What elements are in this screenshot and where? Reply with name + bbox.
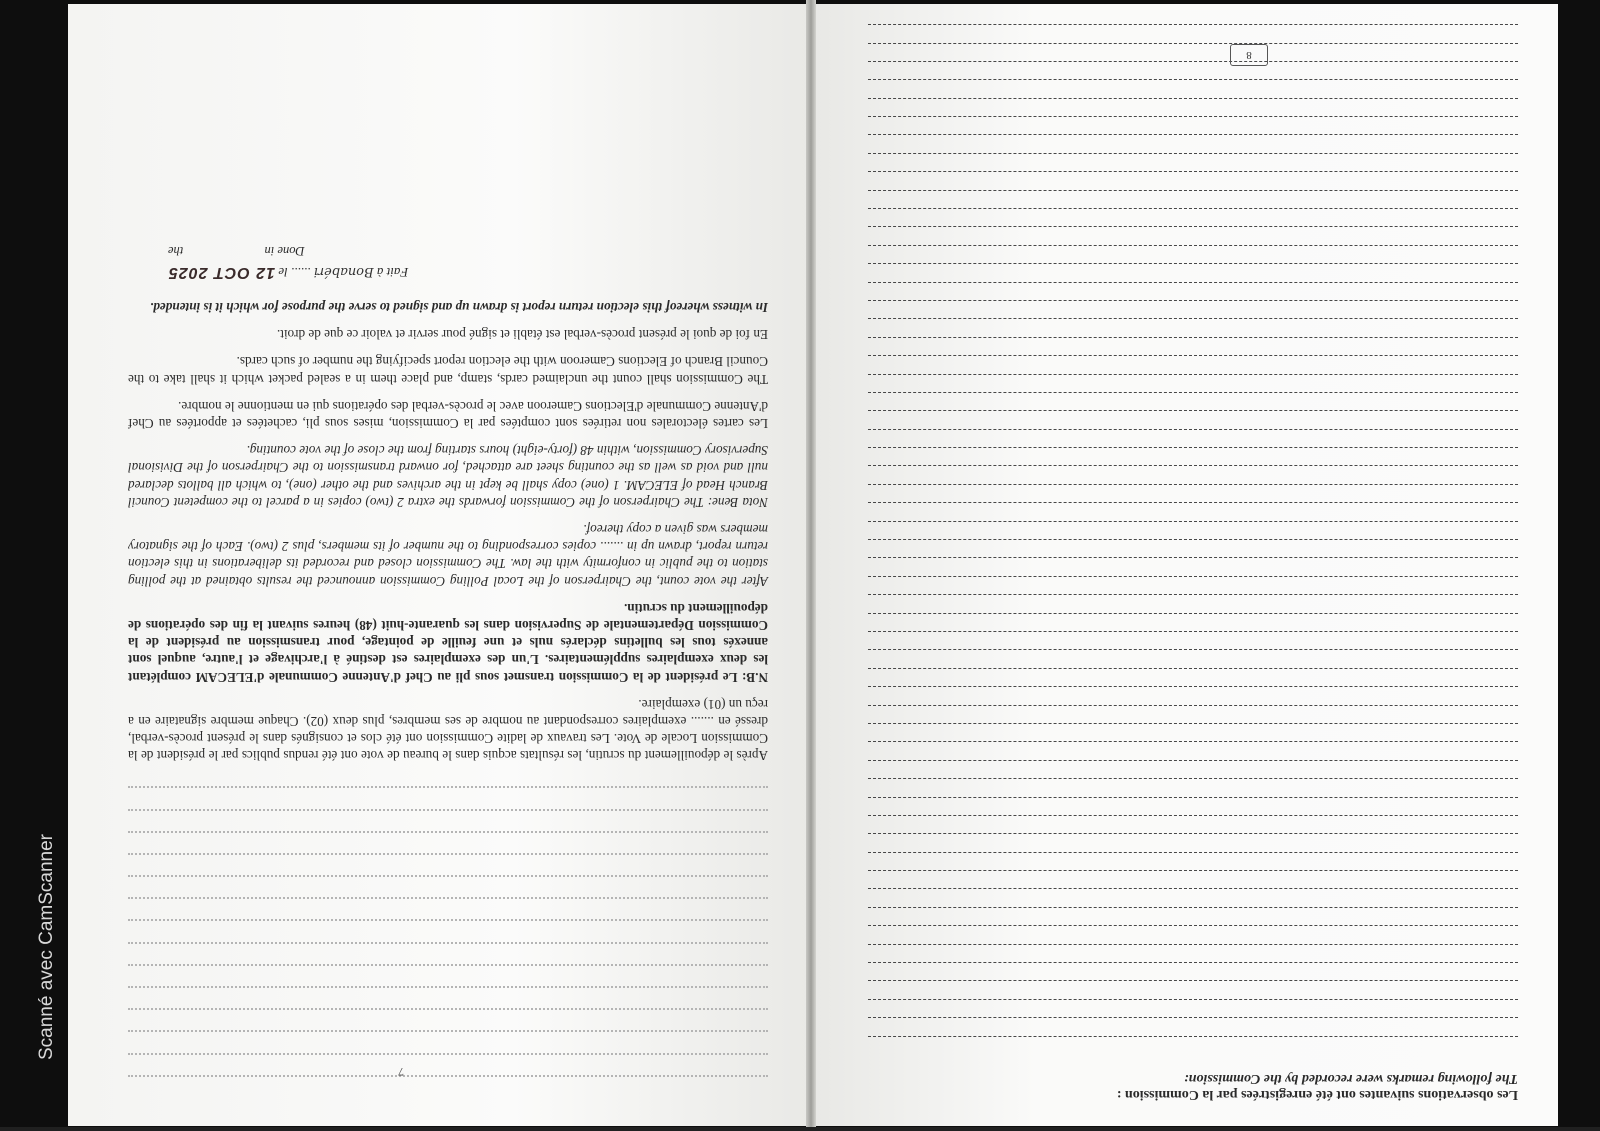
- remark-line: [868, 300, 1518, 318]
- done-in-label: Done in: [264, 244, 305, 259]
- remark-line: [868, 521, 1518, 539]
- remark-line: [868, 208, 1518, 226]
- remark-line: [868, 668, 1518, 686]
- scan-edge: [0, 1127, 1600, 1131]
- remark-line: [868, 907, 1518, 925]
- remark-line: [868, 649, 1518, 667]
- remark-line: [868, 392, 1518, 410]
- dotted-line: [128, 809, 768, 830]
- remark-line: [868, 741, 1518, 759]
- remarks-lines: [868, 24, 1518, 1054]
- remark-line: [868, 852, 1518, 870]
- dotted-line: [128, 897, 768, 918]
- dotted-line: [128, 875, 768, 896]
- paragraph-en-cards: The Commission shall count the unclaimed cards, stamp, and place them in a sealed packet which it shall take to the Council Branch of Elections Cameroon with the election report specifying the number of such cards.: [128, 354, 768, 387]
- remarks-heading-en: The following remarks were recorded by the Commission:: [1183, 1071, 1518, 1086]
- remark-line: [868, 171, 1518, 189]
- page-fold: [806, 0, 816, 1131]
- done-in-line: [128, 242, 768, 259]
- dotted-line: [128, 964, 768, 985]
- the-label: the: [168, 244, 184, 259]
- remarks-heading-fr: Les observations suivantes ont été enregistrées par la Commission :: [1116, 1087, 1518, 1102]
- remark-line: [868, 24, 1518, 42]
- remark-line: [868, 226, 1518, 244]
- paragraph-en-witness: In witness whereof this election return report is drawn up and signed to serve the purpose for which it is intended.: [149, 299, 768, 315]
- dotted-line: [128, 1075, 768, 1096]
- remark-line: [868, 190, 1518, 208]
- remark-line: [868, 61, 1518, 79]
- remark-line: [868, 263, 1518, 281]
- right-page-number: 8: [1230, 44, 1268, 66]
- fait-label: Fait à: [376, 264, 409, 280]
- dotted-line: [128, 1030, 768, 1051]
- dotted-line: [128, 853, 768, 874]
- remark-line: [868, 1017, 1518, 1035]
- paragraph-fr-closing: Après le dépouillement du scrutin, les résultats acquis dans le bureau de vote ont été rendus publics par le président de la Commission Locale de Vote. Les travaux de ladite Commission ont été clos et consignés dans le présent procès-verbal, dressé en ....... exemplaires correspondant au nombre de ses membres, plus deux (02). Chaque membre signataire en a reçu un (01) exemplaire.: [128, 696, 768, 764]
- remark-line: [868, 337, 1518, 355]
- paragraph-en-nota-bene: Nota Bene: The Chairperson of the Commission forwards the extra 2 (two) copies in a parcel to the competent Council Branch Head of ELECAM. 1 (one) copy shall be kept in the archives and the other (one), to which all ballots declared null and void as well as the counting sheet are attached, for onward transmission to the Chairperson of the Divisional Supervisory Commission, within 48 (forty-eight) hours starting from the close of the vote counting.: [128, 443, 768, 510]
- remark-line: [868, 502, 1518, 520]
- remark-line: [868, 429, 1518, 447]
- remark-line: [868, 833, 1518, 851]
- remark-line: [868, 999, 1518, 1017]
- dotted-line: [128, 986, 768, 1007]
- remark-line: [868, 705, 1518, 723]
- remark-line: [868, 153, 1518, 171]
- date-stamp: 12 OCT 2025: [168, 263, 276, 281]
- remark-line: [868, 1036, 1518, 1054]
- remark-line: [868, 374, 1518, 392]
- left-page-number: 7: [398, 1065, 404, 1079]
- remark-line: [868, 245, 1518, 263]
- left-page: [68, 4, 810, 1126]
- paragraph-fr-cards: Les cartes électorales non retirées sont comptées par la Commission, mises sous pli, cachetées et apportées au Chef d'Antenne Communale d'Elections Cameroon avec le procès-verbal des opérations qui en mentionne le nombre.: [128, 398, 768, 431]
- remark-line: [868, 980, 1518, 998]
- dotted-line: [128, 942, 768, 963]
- scanner-watermark-text: Scanné avec CamScanner: [36, 833, 57, 1060]
- dotted-line: [128, 831, 768, 852]
- remark-line: [868, 760, 1518, 778]
- remark-line: [868, 79, 1518, 97]
- remark-line: [868, 484, 1518, 502]
- remark-line: [868, 447, 1518, 465]
- right-page-text: [868, 24, 1518, 1102]
- remark-line: [868, 888, 1518, 906]
- remark-line: [868, 925, 1518, 943]
- remark-line: [868, 870, 1518, 888]
- remark-line: [868, 797, 1518, 815]
- left-page-text: [128, 242, 768, 1100]
- dotted-line: [128, 1008, 768, 1029]
- le-label: le: [278, 264, 288, 280]
- remark-line: [868, 116, 1518, 134]
- left-page-content-rotated: [68, 4, 810, 1126]
- remark-line: [868, 134, 1518, 152]
- remark-line: [868, 466, 1518, 484]
- dotted-line: [128, 920, 768, 941]
- remark-line: [868, 594, 1518, 612]
- remark-line: [868, 355, 1518, 373]
- remark-line: [868, 778, 1518, 796]
- remark-line: [868, 282, 1518, 300]
- right-page: [812, 4, 1558, 1126]
- remark-line: [868, 613, 1518, 631]
- remark-line: [868, 686, 1518, 704]
- signature-line: Fait à Bonabéri ...... le 12 OCT 2025: [168, 263, 409, 281]
- remarks-continuation-lines: [128, 786, 768, 1096]
- remark-line: [868, 557, 1518, 575]
- right-page-content-rotated: [812, 4, 1558, 1126]
- remark-line: [868, 723, 1518, 741]
- remark-line: [868, 98, 1518, 116]
- paragraph-en-closing: After the vote count, the Chairperson of the Local Polling Commission announced the results obtained at the polling station to the public in conformity with the law. The Commission closed and recorded its deliberations in this election return report, drawn up in ....... copies corresponding to the number of its members, plus 2 (two). Each of the signatory members was given a copy thereof.: [128, 521, 768, 589]
- remark-line: [868, 944, 1518, 962]
- dotted-line: [128, 1053, 768, 1074]
- remark-line: [868, 815, 1518, 833]
- remark-line: [868, 410, 1518, 428]
- dotted-line: [128, 786, 768, 807]
- remark-line: [868, 539, 1518, 557]
- paragraph-fr-witness: En foi de quoi le présent procès-verbal est établi et signé pour servir et valoir ce que de droit.: [276, 327, 768, 343]
- remark-line: [868, 576, 1518, 594]
- place-handwritten: Bonabéri: [313, 263, 374, 279]
- scanner-watermark: [14, 820, 74, 1060]
- remark-line: [868, 43, 1518, 61]
- paragraph-fr-nb: N.B: Le président de la Commission transmet sous pli au Chef d'Antenne Communale d'ELECAM complétant les deux exemplaires supplémentaires. L'un des exemplaires est destiné à l'archivage et l'autre, auquel sont annexés tous les bulletins déclarés nuls et une feuille de pointage, pour transmission au président de la Commission Départementale de Supervision dans les quarante-huit (48) heures suivant la fin des opérations de dépouillement du scrutin.: [128, 600, 768, 685]
- remark-line: [868, 962, 1518, 980]
- remark-line: [868, 631, 1518, 649]
- remark-line: [868, 318, 1518, 336]
